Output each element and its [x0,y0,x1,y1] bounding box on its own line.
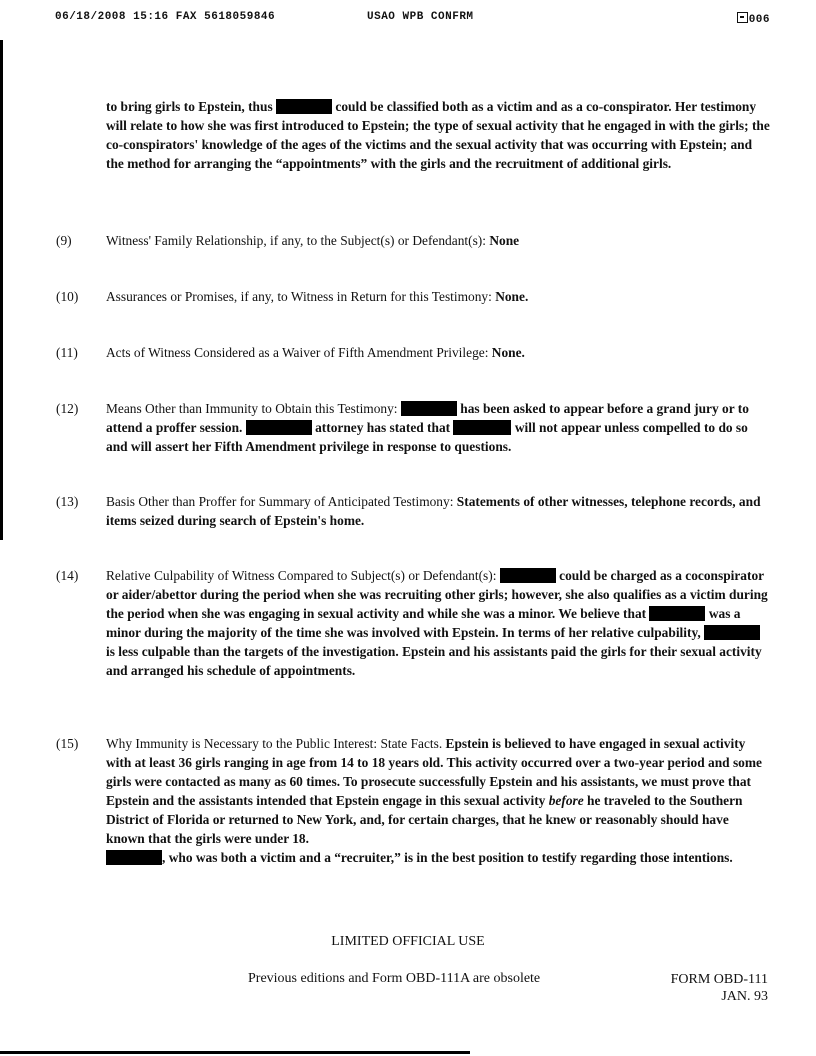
fax-page-icon [737,12,748,23]
fax-datetime: 06/18/2008 15:16 FAX 5618059846 [55,11,276,23]
item-label: Means Other than Immunity to Obtain this Testimony: [106,401,398,416]
item-text-1: could be charged as a coconspirator or aider/abettor during the period when she was recruiting other girls; however, she also qualifies as a victim during the period when she was engaging in sexual activity and while she was a minor. We believe that [106,568,768,621]
form-id-block [671,971,768,1005]
item-label: Why Immunity is Necessary to the Public Interest: State Facts. [106,736,443,751]
obsolete-note: Previous editions and Form OBD-111A are obsolete [248,971,541,986]
item-13 [56,492,770,530]
item-emphasis: before [548,793,584,808]
item-text-3: , who was both a victim and a “recruiter,” is in the best position to testify regarding those intentions. [162,850,733,865]
item-label: Witness' Family Relationship, if any, to the Subject(s) or Defendant(s): [106,233,486,248]
redaction-box [401,401,457,416]
redaction-box [500,568,556,583]
item-number: (11) [56,345,78,360]
item-value: Statements of other witnesses, telephone records, and items seized during search of Epstein's home. [106,494,761,528]
scan-edge-mark [0,40,3,540]
item-number: (12) [56,401,79,416]
item-value: None [489,233,520,248]
item-12 [56,399,770,456]
redaction-box [649,606,705,621]
item-9 [56,231,770,250]
item-text-2: he traveled to the Southern District of Florida or returned to New York, and, for certain charges, that he knew or reasonably should have known that the girls were under 18. [106,793,743,846]
item-number: (15) [56,736,79,751]
item-value: None. [495,289,529,304]
continuation-text-1: to bring girls to Epstein, thus [106,99,273,114]
redaction-box [276,99,332,114]
redaction-box [106,850,162,865]
continuation-paragraph [106,97,770,173]
fax-agency: USAO WPB CONFRM [367,11,474,23]
scan-edge-mark [0,1051,470,1054]
fax-page [737,11,770,26]
redaction-box [246,420,312,435]
fax-page-number: 006 [748,14,770,26]
redaction-box [453,420,511,435]
form-number: FORM OBD-111 [670,972,768,987]
item-text-3: is less culpable than the targets of the investigation. Epstein and his assistants paid the girls for their sexual activity and arranged his schedule of appointments. [106,644,762,678]
item-number: (10) [56,289,79,304]
item-11 [56,343,770,362]
item-text-2: was a minor during the majority of the time she was involved with Epstein. In terms of her relative culpability, [106,606,741,640]
form-date: JAN. 93 [721,989,768,1004]
item-label: Acts of Witness Considered as a Waiver of Fifth Amendment Privilege: [106,345,489,360]
item-14 [56,566,770,680]
item-15 [56,734,770,867]
item-number: (9) [56,233,72,248]
item-label: Relative Culpability of Witness Compared to Subject(s) or Defendant(s): [106,568,497,583]
fax-header [55,11,770,27]
item-value: None. [491,345,525,360]
item-text-1: has been asked to appear before a grand jury or to attend a proffer session. [106,401,749,435]
continuation-text-2: could be classified both as a victim and as a co-conspirator. Her testimony will relate to how she was first introduced to Epstein; the type of sexual activity that he engaged in with the girls; the co-conspirators' knowledge of the ages of the victims and the sexual activity that was occurring with Epstein; and the method for arranging the “appointments” with the girls and the recruitment of additional girls. [106,99,770,171]
item-label: Assurances or Promises, if any, to Witness in Return for this Testimony: [106,289,492,304]
item-text-3: will not appear unless compelled to do so and will assert her Fifth Amendment privilege in response to questions. [106,420,748,454]
classification-marking: LIMITED OFFICIAL USE [331,934,485,949]
item-text-2: attorney has stated that [315,420,451,435]
item-text-1: Epstein is believed to have engaged in sexual activity with at least 36 girls ranging in age from 14 to 18 years old. This activity occurred over a two-year period and some girls were contacted as many as 60 times. To prosecute successfully Epstein and his assistants, we must prove that Epstein and the assistants intended that Epstein engage in this sexual activity [106,736,762,808]
item-10 [56,287,770,306]
redaction-box [704,625,760,640]
item-number: (14) [56,568,79,583]
item-label: Basis Other than Proffer for Summary of Anticipated Testimony: [106,494,454,509]
item-number: (13) [56,494,79,509]
